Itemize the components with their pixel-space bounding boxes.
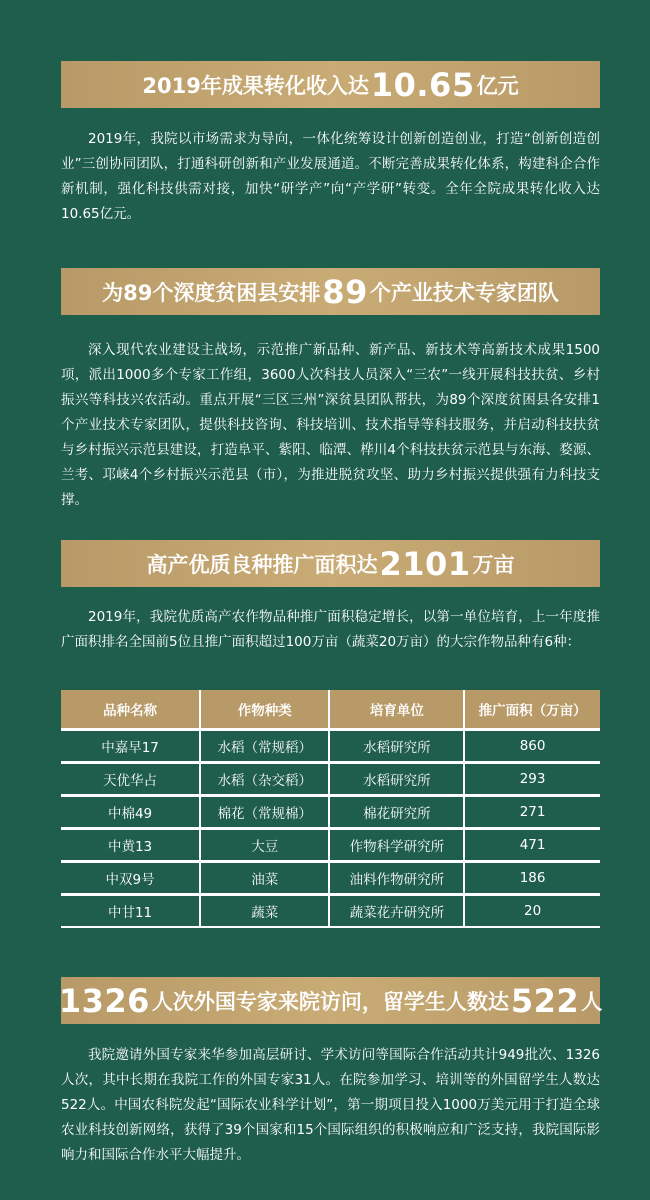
table-cell-area: 271: [465, 797, 600, 830]
table-cell-variety: 中棉49: [61, 797, 201, 830]
table-header-crop: 作物种类: [201, 690, 330, 731]
section-2-body: 深入现代农业建设主战场，示范推广新品种、新产品、新技术等高新技术成果1500项，派出1000多个专家工作组，3600人次科技人员深入“三农”一线开展科技扶贫、乡村振兴等科技兴农活动。重点开展“三区三州”深贫县团队帮扶，为89个深度贫困县各安排1个产业技术专家团队，提供科技咨询、科技培训、技术指导等科技服务，并启动科技扶贫与乡村振兴示范县建设，打造阜平、紫阳、临潭、桦川4个科技扶贫示范县与东海、婺源、兰考、邛崃4个乡村振兴示范县（市），为推进脱贫攻坚、助力乡村振兴提供强有力科技支撑。: [61, 342, 600, 508]
table-cell-variety: 中双9号: [61, 863, 201, 896]
table-cell-unit: 水稻研究所: [330, 731, 465, 764]
section-2-title-post: 个产业技术专家团队: [369, 280, 559, 305]
section-3-title-number: 2101: [379, 544, 471, 583]
table-cell-area: 860: [465, 731, 600, 764]
table-cell-unit: 油料作物研究所: [330, 863, 465, 896]
table-cell-variety: 中嘉早17: [61, 731, 201, 764]
section-1-body: 2019年，我院以市场需求为导向，一体化统筹设计创新创造创业，打造“创新创造创业”三创协同团队，打通科研创新和产业发展通道。不断完善成果转化体系，构建科企合作新机制，强化科技供需对接，加快“研学产”向“产学研”转变。全年全院成果转化收入达10.65亿元。: [61, 131, 600, 222]
section-2-title-number: 89: [322, 272, 368, 311]
section-4-body: 我院邀请外国专家来华参加高层研讨、学术访问等国际合作活动共计949批次、1326人次，其中长期在我院工作的外国专家31人。在院参加学习、培训等的外国留学生人数达522人。中国农科院发起“国际农业科学计划”，第一期项目投入1000万美元用于打造全球农业科技创新网络，获得了39个国家和15个国际组织的积极响应和广泛支持，我院国际影响力和国际合作水平大幅提升。: [61, 1047, 600, 1163]
table-row: [61, 830, 600, 863]
table-cell-variety: 天优华占: [61, 764, 201, 797]
section-2-title-pre: 为89个深度贫困县安排: [102, 280, 321, 305]
section-4-title-mid: 人次外国专家来院访问，留学生人数达: [151, 989, 509, 1014]
table-cell-unit: 作物科学研究所: [330, 830, 465, 863]
section-4-title-post: 人: [581, 989, 603, 1014]
section-3-title-pre: 高产优质良种推广面积达: [146, 552, 378, 577]
table-cell-crop: 水稻（杂交稻）: [201, 764, 330, 797]
table-header-variety: 品种名称: [61, 690, 201, 731]
table-row: [61, 896, 600, 928]
table-cell-area: 471: [465, 830, 600, 863]
table-header-area: 推广面积（万亩）: [465, 690, 600, 731]
table-cell-variety: 中黄13: [61, 830, 201, 863]
table-cell-crop: 蔬菜: [201, 896, 330, 928]
table-cell-unit: 棉花研究所: [330, 797, 465, 830]
section-4-banner: [58, 977, 603, 1024]
section-1-title-number: 10.65: [370, 65, 475, 104]
table-row: [61, 863, 600, 896]
table-cell-crop: 大豆: [201, 830, 330, 863]
table-cell-crop: 水稻（常规稻）: [201, 731, 330, 764]
section-1-title-post: 亿元: [476, 73, 519, 98]
section-4-title-number: 1326: [58, 981, 150, 1020]
table-cell-crop: 油菜: [201, 863, 330, 896]
table-row: [61, 731, 600, 764]
section-2-banner: [61, 268, 600, 315]
variety-table: [61, 690, 600, 928]
table-cell-crop: 棉花（常规棉）: [201, 797, 330, 830]
table-header-unit: 培育单位: [330, 690, 465, 731]
table-cell-variety: 中甘11: [61, 896, 201, 928]
section-3-title-post: 万亩: [472, 552, 515, 577]
section-4-title-number-2: 522: [510, 981, 580, 1020]
table-cell-area: 293: [465, 764, 600, 797]
section-3-banner: [61, 540, 600, 587]
table-row: [61, 764, 600, 797]
section-1-title-pre: 2019年成果转化收入达: [142, 73, 369, 98]
section-1-banner: [61, 61, 600, 108]
table-cell-area: 20: [465, 896, 600, 928]
section-3-body: 2019年，我院优质高产农作物品种推广面积稳定增长，以第一单位培育，上一年度推广面积排名全国前5位且推广面积超过100万亩（蔬菜20万亩）的大宗作物品种有6种：: [61, 609, 600, 650]
table-row: [61, 797, 600, 830]
table-cell-unit: 蔬菜花卉研究所: [330, 896, 465, 928]
table-cell-area: 186: [465, 863, 600, 896]
table-header-row: [61, 690, 600, 731]
table-cell-unit: 水稻研究所: [330, 764, 465, 797]
